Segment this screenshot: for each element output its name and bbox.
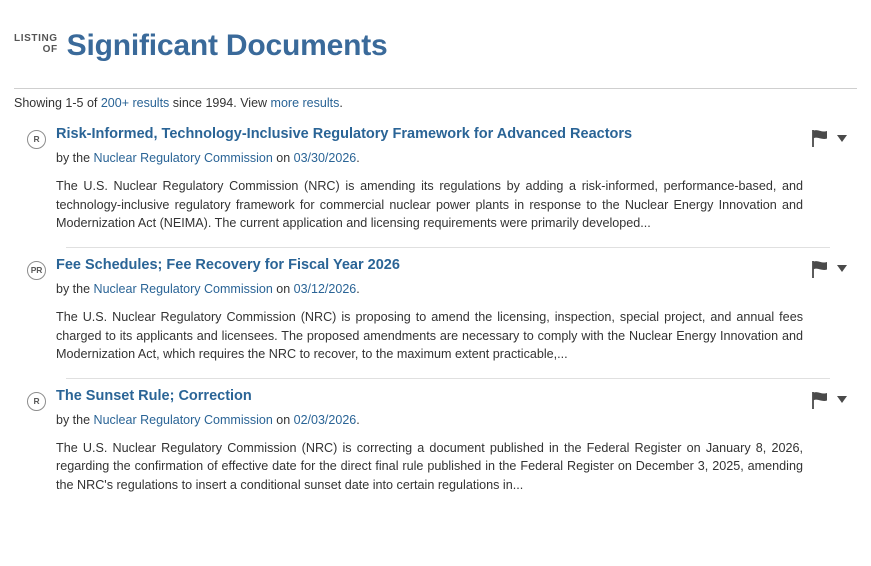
listing-of-line2: OF (42, 44, 58, 56)
agency-link[interactable]: Nuclear Regulatory Commission (93, 281, 273, 296)
result-actions (809, 389, 857, 411)
result-title-link[interactable]: The Sunset Rule; Correction (56, 387, 252, 404)
flag-icon[interactable] (809, 127, 831, 149)
list-item (14, 379, 857, 495)
list-item (14, 248, 857, 364)
result-title-link[interactable]: Risk-Informed, Technology-Inclusive Regulatory Framework for Advanced Reactors (56, 126, 633, 143)
result-actions (809, 258, 857, 280)
document-type-badge[interactable]: PR (27, 261, 46, 280)
result-abstract: The U.S. Nuclear Regulatory Commission (NRC) is correcting a document published in the Federal Register on January 8, 2026, regarding the confirmation of effective date for the direct final rule published in the Federal Register on December 3, 2025, amending the NRC's regulations to insert a conditional sunset date into certain regulations in... (56, 440, 803, 492)
showing-middle: since 1994. View (169, 96, 271, 111)
on-label: on (276, 412, 291, 427)
result-title-link[interactable]: Fee Schedules; Fee Recovery for Fiscal Year 2026 (56, 256, 400, 273)
flag-icon[interactable] (809, 389, 831, 411)
result-body (56, 125, 809, 233)
showing-results-line (0, 89, 871, 111)
showing-prefix: Showing 1-5 of (14, 96, 101, 111)
agency-link[interactable]: Nuclear Regulatory Commission (93, 151, 273, 166)
result-abstract: The U.S. Nuclear Regulatory Commission (NRC) is amending its regulations by adding a risk-informed, performance-based, and technology-inclusive regulatory framework for commercial nuclear power plants in response to the Nuclear Energy Innovation and Modernization Act (NEIMA). The current application and licensing requirements were primarily developed... (56, 179, 803, 231)
agency-link[interactable]: Nuclear Regulatory Commission (93, 412, 273, 427)
by-label: by the (56, 281, 91, 296)
on-label: on (276, 151, 291, 166)
results-count-link[interactable]: 200+ results (100, 96, 170, 111)
chevron-down-icon[interactable] (837, 396, 847, 403)
more-results-link[interactable]: more results (270, 96, 340, 111)
list-item (14, 117, 857, 233)
listing-of-line1: LISTING (14, 33, 58, 45)
publication-date-link[interactable]: 03/30/2026 (293, 151, 357, 166)
meta-period: . (356, 412, 360, 427)
document-type-badge[interactable]: R (27, 392, 46, 411)
chevron-down-icon[interactable] (837, 265, 847, 272)
by-label: by the (56, 151, 91, 166)
result-abstract: The U.S. Nuclear Regulatory Commission (NRC) is proposing to amend the licensing, inspection, special project, and annual fees charged to its applicants and licensees. The proposed amendments are necessary to comply with the Nuclear Energy Innovation and Modernization Act, which requires the NRC to recover, to the maximum extent practicable,... (56, 309, 803, 362)
result-meta (56, 412, 803, 429)
showing-suffix: . (339, 96, 343, 111)
page-title: Significant Documents (66, 29, 388, 63)
results-list (0, 111, 871, 494)
page-header (0, 0, 871, 84)
result-body (56, 387, 809, 495)
listing-of-eyebrow (14, 33, 58, 59)
meta-period: . (356, 151, 360, 166)
by-label: by the (56, 412, 91, 427)
publication-date-link[interactable]: 02/03/2026 (293, 412, 357, 427)
result-meta (56, 281, 803, 298)
document-type-badge[interactable]: R (27, 130, 46, 149)
publication-date-link[interactable]: 03/12/2026 (293, 281, 357, 296)
on-label: on (276, 281, 291, 296)
chevron-down-icon[interactable] (837, 135, 847, 142)
result-body (56, 256, 809, 364)
result-actions (809, 127, 857, 149)
result-meta (56, 150, 803, 167)
meta-period: . (356, 281, 360, 296)
flag-icon[interactable] (809, 258, 831, 280)
